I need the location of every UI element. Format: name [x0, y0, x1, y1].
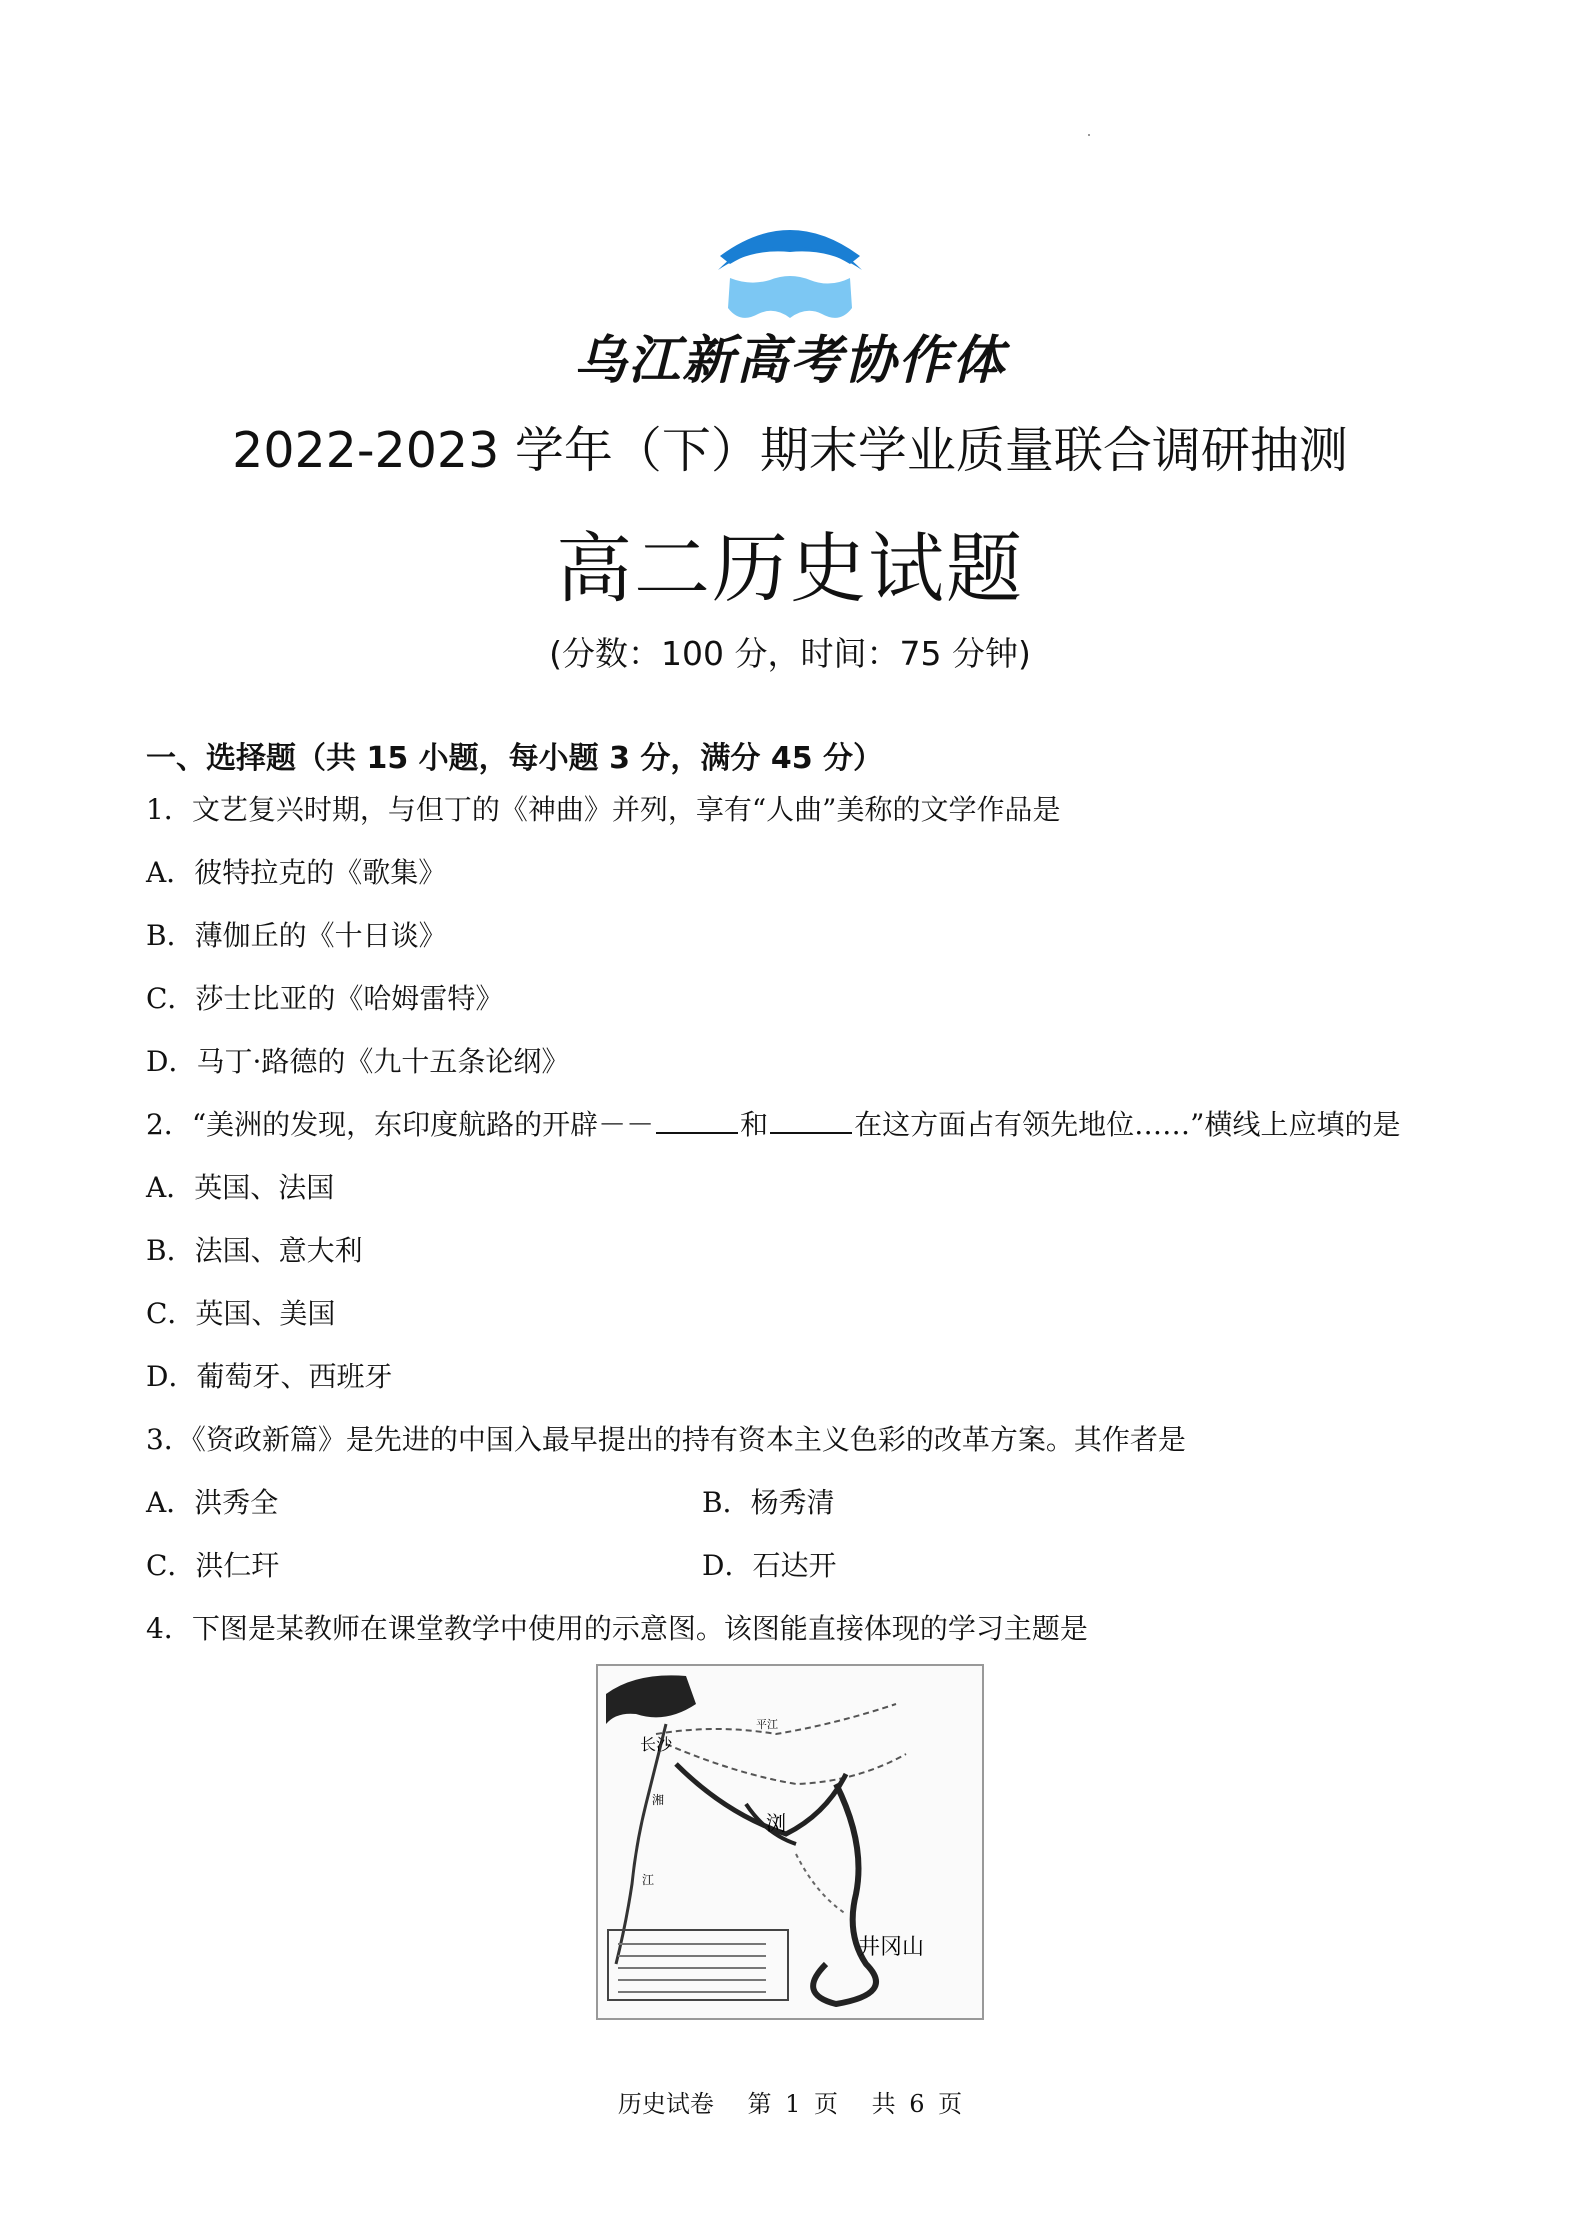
question-2-option-a: A．英国、法国: [146, 1171, 335, 1204]
exam-meta: (分数：100 分，时间：75 分钟): [549, 634, 1031, 673]
question-3-option-d: D．石达开: [702, 1549, 837, 1582]
brand-name: 乌江新高考协作体: [573, 331, 1006, 391]
exam-line: 2022-2023 学年（下）期末学业质量联合调研抽测: [232, 422, 1348, 479]
question-3-option-b: B．杨秀清: [702, 1486, 835, 1519]
question-2-option-d: D．葡萄牙、西班牙: [146, 1360, 393, 1393]
map-label-pingjiang: 平江: [756, 1718, 778, 1731]
question-2-option-b: B．法国、意大利: [146, 1234, 363, 1267]
map-label-liu: 浏: [766, 1811, 786, 1835]
footer-page-number: 第 1 页: [747, 2090, 838, 2118]
question-3-option-a: A．洪秀全: [146, 1486, 279, 1519]
page-title: 高二历史试题: [556, 524, 1024, 613]
question-1-option-c: C．莎士比亚的《哈姆雷特》: [146, 982, 504, 1015]
question-1-stem: 1．文艺复兴时期，与但丁的《神曲》并列，享有“人曲”美称的文学作品是: [146, 793, 1061, 826]
map-label-xiang: 湘: [652, 1793, 665, 1807]
logo-icon: [710, 208, 870, 328]
fill-blank-2: [770, 1108, 852, 1134]
question-3-option-c: C．洪仁玕: [146, 1549, 280, 1582]
question-2-stem-part-c: 在这方面占有领先地位……”横线上应填的是: [854, 1108, 1401, 1141]
map-label-changsha: 长沙: [640, 1735, 673, 1754]
question-2-stem-part-b: 和: [740, 1108, 769, 1141]
footer-subject: 历史试卷: [617, 2090, 714, 2118]
route-map: [596, 1664, 984, 2020]
question-2-stem-part-a: 2．“美洲的发现，东印度航路的开辟－－: [146, 1108, 655, 1141]
map-label-jiang: 江: [642, 1873, 655, 1887]
question-1-option-b: B．薄伽丘的《十日谈》: [146, 919, 447, 952]
map-label-jinggangshan: 井冈山: [858, 1935, 925, 1960]
question-2-option-c: C．英国、美国: [146, 1297, 336, 1330]
question-1-option-d: D．马丁·路德的《九十五条论纲》: [146, 1045, 570, 1078]
question-4-stem: 4．下图是某教师在课堂教学中使用的示意图。该图能直接体现的学习主题是: [146, 1612, 1088, 1645]
page-footer: [0, 2084, 1580, 2119]
footer-total-pages: 共 6 页: [871, 2090, 963, 2118]
question-2-stem: [146, 1103, 1400, 1143]
question-1-option-a: A．彼特拉克的《歌集》: [146, 856, 447, 889]
speck: [1088, 134, 1090, 136]
question-3-stem: 3．《资政新篇》是先进的中国入最早提出的持有资本主义色彩的改革方案。其作者是: [146, 1423, 1186, 1456]
section-heading: 一、选择题（共 15 小题，每小题 3 分，满分 45 分）: [146, 741, 884, 776]
fill-blank-1: [656, 1108, 738, 1134]
